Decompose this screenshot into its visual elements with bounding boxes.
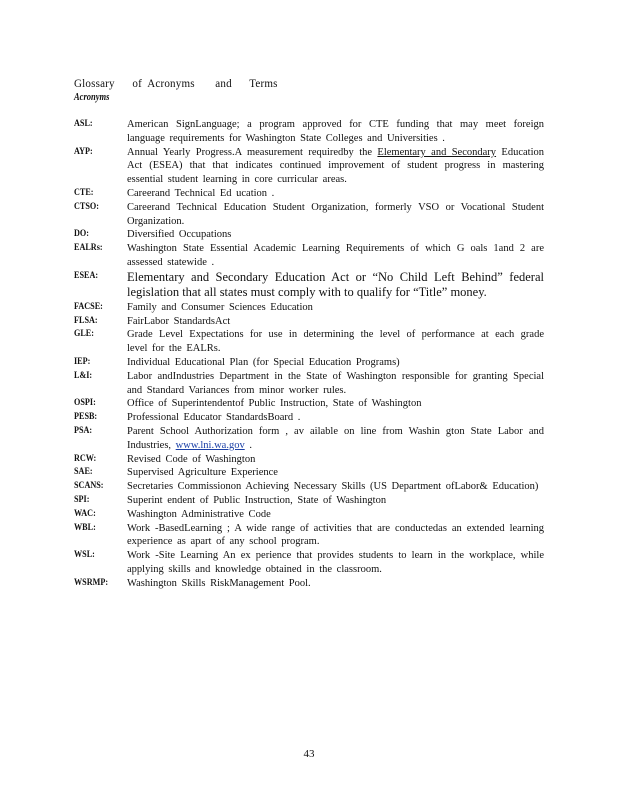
glossary-entry xyxy=(74,301,544,315)
glossary-entry xyxy=(74,549,544,577)
glossary-definition xyxy=(127,508,544,522)
glossary-term: WBL: xyxy=(74,522,96,533)
definition-text: Supervised Agriculture Experience xyxy=(127,467,278,479)
glossary-term: PESB: xyxy=(74,412,98,423)
glossary-entry xyxy=(74,397,544,411)
glossary-entry xyxy=(74,370,544,398)
glossary-term: CTE: xyxy=(74,187,94,198)
glossary-entry xyxy=(74,522,544,550)
glossary-term: PSA: xyxy=(74,425,93,436)
glossary-definition xyxy=(127,242,544,270)
glossary-definition xyxy=(127,480,544,494)
definition-text: Washington State Essential Academic Learning Requirements of which G oals 1and 2 are assessed statewide . xyxy=(127,243,544,268)
glossary-term: EALRs: xyxy=(74,243,103,254)
glossary-definition xyxy=(127,146,544,187)
glossary-definition xyxy=(127,201,544,229)
glossary-definition xyxy=(127,270,544,301)
definition-text: Careerand Technical Ed ucation . xyxy=(127,187,275,199)
definition-text: American SignLanguage; a program approved for CTE funding that may meet foreign language requirements for Washington State Colleges and Universities . xyxy=(127,119,544,144)
glossary-definition xyxy=(127,397,544,411)
glossary-term: GLE: xyxy=(74,329,94,340)
definition-text: Annual Yearly Progress.A measurement requiredby the xyxy=(127,146,378,158)
definition-text: Diversified Occupations xyxy=(127,229,232,241)
glossary-entry xyxy=(74,118,544,146)
glossary-term: IEP: xyxy=(74,356,91,367)
glossary-entry xyxy=(74,411,544,425)
glossary-entry xyxy=(74,228,544,242)
glossary-term: SPI: xyxy=(74,494,90,505)
glossary-entry xyxy=(74,508,544,522)
glossary-entry xyxy=(74,453,544,467)
glossary-term: FACSE: xyxy=(74,301,103,312)
glossary-term: CTSO: xyxy=(74,201,99,212)
glossary-definition xyxy=(127,356,544,370)
glossary-term: RCW: xyxy=(74,453,97,464)
glossary-entry xyxy=(74,494,544,508)
definition-link[interactable]: www.lni.wa.gov xyxy=(175,439,245,451)
definition-text: Careerand Technical Education Student Organization, formerly VSO or Vocational Student Organization. xyxy=(127,201,544,227)
glossary-term: OSPI: xyxy=(74,398,96,409)
glossary-term: SCANS: xyxy=(74,481,104,492)
page-title: Glossary of Acronyms and Terms xyxy=(74,76,278,90)
glossary-entry xyxy=(74,270,544,301)
glossary-entry xyxy=(74,187,544,201)
definition-text: Washington Administrative Code xyxy=(127,508,271,520)
definition-text: Superint endent of Public Instruction, State of Washington xyxy=(127,494,387,506)
glossary-definition xyxy=(127,425,544,453)
definition-text: Office of Superintendentof Public Instruction, State of Washington xyxy=(127,398,422,410)
glossary-term: FLSA: xyxy=(74,315,98,326)
definition-text: Secretaries Commissionon Achieving Necessary Skills (US Department ofLabor& Education) xyxy=(127,481,539,493)
definition-text: Labor andIndustries Department in the State of Washington responsible for granting Special and Standard Variances from minor worker rules. xyxy=(127,370,544,396)
glossary-entry xyxy=(74,201,544,229)
glossary-entry xyxy=(74,577,544,591)
glossary-entry xyxy=(74,328,544,356)
glossary-term: WSL: xyxy=(74,550,95,561)
glossary-definition xyxy=(127,466,544,480)
definition-text: Individual Educational Plan (for Special Education Programs) xyxy=(127,356,400,368)
definition-text: . xyxy=(244,439,252,451)
glossary-term: L&I: xyxy=(74,370,93,381)
glossary-definition xyxy=(127,411,544,425)
glossary-definition xyxy=(127,118,544,146)
glossary-definition xyxy=(127,549,544,577)
glossary-definition xyxy=(127,577,544,591)
glossary-term: SAE: xyxy=(74,467,93,478)
glossary-entry xyxy=(74,242,544,270)
glossary-definition xyxy=(127,453,544,467)
definition-text: Elementary and Secondary Education Act or “No Child Left Behind” federal legislation that all states must comply with to qualify for “Title” money. xyxy=(127,269,544,300)
glossary-definition xyxy=(127,315,544,329)
glossary-term: DO: xyxy=(74,229,89,240)
glossary-term: WSRMP: xyxy=(74,577,109,588)
glossary-term: WAC: xyxy=(74,508,96,519)
glossary-definition xyxy=(127,187,544,201)
glossary-entry xyxy=(74,480,544,494)
definition-underlined-text: Elementary and Secondary xyxy=(377,146,497,158)
definition-text: Parent School Authorization form , av ailable on line from Washin gton State Labor and Industries, xyxy=(127,425,544,451)
definition-text: Education Act (ESEA) that that indicates continued improvement of student progress in mastering essential student learning in core curricular areas. xyxy=(127,146,544,186)
glossary-entry xyxy=(74,466,544,480)
glossary-term: ESEA: xyxy=(74,270,99,281)
definition-text: Professional Educator StandardsBoard . xyxy=(127,412,301,424)
section-subtitle: Acronyms xyxy=(74,92,110,103)
definition-text: Work -Site Learning An ex perience that provides students to learn in the workplace, while applying skills and knowledge obtained in the classroom. xyxy=(127,550,544,575)
glossary-definition xyxy=(127,522,544,550)
definition-text: Washington Skills RiskManagement Pool. xyxy=(127,577,311,589)
definition-text: Grade Level Expectations for use in determining the level of performance at each grade level for the EALRs. xyxy=(127,329,544,355)
glossary-entry xyxy=(74,356,544,370)
glossary-term: ASL: xyxy=(74,119,93,129)
glossary-definition xyxy=(127,370,544,398)
glossary-definition xyxy=(127,494,544,508)
glossary-definition xyxy=(127,301,544,315)
glossary-entry xyxy=(74,146,544,187)
definition-text: Family and Consumer Sciences Education xyxy=(127,301,313,313)
definition-text: FairLabor StandardsAct xyxy=(127,315,231,327)
definition-text: Revised Code of Washington xyxy=(127,453,256,465)
glossary-entry xyxy=(74,315,544,329)
glossary-entry xyxy=(74,425,544,453)
glossary-list xyxy=(74,118,544,591)
glossary-definition xyxy=(127,228,544,242)
page-number: 43 xyxy=(303,748,315,760)
glossary-term: AYP: xyxy=(74,146,93,157)
glossary-definition xyxy=(127,328,544,356)
definition-text: Work -BasedLearning ; A wide range of activities that are conductedas an extended learning experience as apart of any school program. xyxy=(127,522,544,548)
